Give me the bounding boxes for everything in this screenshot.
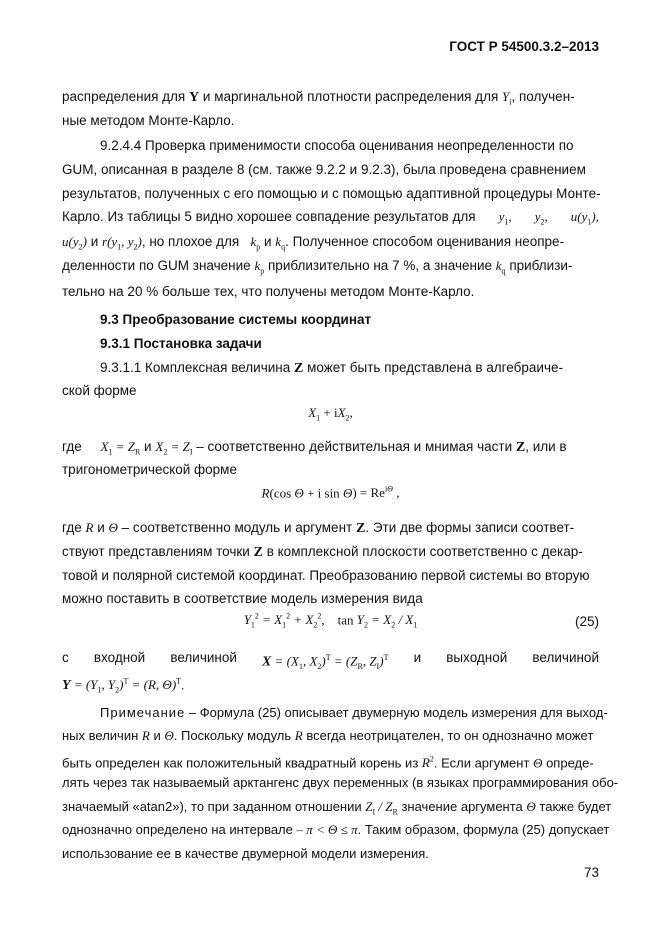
text: . Таким образом, формула (25) допускает bbox=[357, 822, 610, 837]
text-line: 9.2.4.4 Проверка применимости способа оценивания неопределенности по bbox=[100, 138, 574, 153]
text: приблизи- bbox=[509, 258, 573, 273]
text: , или в bbox=[525, 439, 567, 454]
note-line: значаемый «atan2»), то при заданном отношении $Z_I / Z_R$ значение аргумента Θ также будет bbox=[62, 799, 612, 817]
text-line: деленности по GUM значение $k_p$ приблизительно на 7 %, а значение $k_q$ приблизи- bbox=[62, 258, 573, 276]
text: и bbox=[90, 234, 99, 249]
note-label: Примечание bbox=[100, 705, 186, 720]
text: ных величин bbox=[62, 728, 139, 743]
symbol-y: Y bbox=[189, 90, 200, 105]
formula-algebraic: $X_1 + iX_2$, bbox=[308, 405, 353, 423]
text-line: ствуют представлениям точки Z в комплексной плоскости соответственно с декар- bbox=[62, 544, 583, 560]
text: и bbox=[153, 728, 161, 743]
text: ствуют представлениям точки bbox=[62, 544, 250, 559]
text-line: с входной величиной $X = (X_1$, $X_2)^T = (Z_R$, $Z_I)^T$ и выходной величиной bbox=[62, 648, 599, 677]
note-line: однозначно определено на интервале – π < Θ ≤ π. Таким образом, формула (25) допускает bbox=[62, 822, 610, 837]
text: и bbox=[144, 439, 152, 454]
text: где bbox=[62, 520, 82, 535]
text: 9.3.1.1 Комплексная величина bbox=[100, 360, 291, 375]
text: – соответственно модуль и аргумент bbox=[121, 520, 353, 535]
text-line: распределения для Y и маргинальной плотности распределения для $Y_i$, получен- bbox=[62, 89, 575, 107]
text: приблизительно на 7 %, а значение bbox=[268, 258, 492, 273]
text: может быть представлена в алгебраиче- bbox=[307, 360, 563, 375]
text-line: где $X_1 = Z_R$ и $X_2 = Z_I$ – соответственно действительная и мнимая части Z, или в bbox=[62, 439, 567, 457]
text: выходной bbox=[446, 650, 508, 665]
text-line: $u(y_2)$ и $r(y_1$, $y_2$), но плохое для $k_p$ и $k_q$. Полученное способом оценивания неопре- bbox=[62, 234, 565, 252]
equation-number: (25) bbox=[574, 614, 599, 629]
text-line: можно поставить в соответствие модель измерения вида bbox=[62, 591, 423, 606]
page-number: 73 bbox=[583, 865, 599, 880]
note-line: использование ее в качестве двумерной модели измерения. bbox=[62, 846, 429, 861]
text-line: тельно на 20 % больше тех, что получены методом Монте-Карло. bbox=[62, 284, 475, 299]
note-line: лять через так называемый арктангенс двух переменных (в языках программирования обо- bbox=[62, 775, 619, 790]
text: быть определен как положительный квадратный корень из bbox=[62, 755, 419, 771]
text: всегда неотрицателен, то он однозначно может bbox=[306, 728, 594, 743]
document-header: ГОСТ Р 54500.3.2–2013 bbox=[449, 39, 599, 54]
formula-trigonometric: R(cos Θ + i $\sin \Theta) = Re^{i\Theta}$ , bbox=[261, 485, 400, 501]
text: и bbox=[97, 520, 105, 535]
text: также будет bbox=[539, 799, 612, 814]
text: величиной bbox=[532, 650, 599, 665]
text-line: ской форме bbox=[62, 383, 137, 398]
text: Карло. Из таблицы 5 видно хорошее совпадение результатов для bbox=[62, 209, 476, 224]
text-line: Карло. Из таблицы 5 видно хорошее совпадение результатов для $y_1$, $y_2$, $u(y_1)$, bbox=[62, 207, 599, 233]
text: где bbox=[62, 439, 82, 454]
text: – соответственно действительная и мнимая части bbox=[196, 439, 513, 454]
text: величиной bbox=[170, 650, 237, 665]
note-line: быть определен как положительный квадратный корень из $R^2$. Если аргумент Θ опреде- bbox=[62, 755, 594, 771]
text: . Эти две формы записи соответ- bbox=[365, 520, 575, 535]
text: деленности по GUM значение bbox=[62, 258, 251, 273]
formula-output: $Y = (Y_1$, $Y_2)^T = (R$, Θ)$^T$. bbox=[62, 677, 185, 695]
text: входной bbox=[93, 650, 146, 665]
text: . Поскольку модуль bbox=[173, 728, 292, 743]
text: однозначно определено на интервале bbox=[62, 822, 293, 837]
text-line: GUM, описанная в разделе 8 (см. также 9.2.2 и 9.2.3), была проведена сравнением bbox=[62, 162, 586, 177]
text-line: где R и Θ – соответственно модуль и аргумент Z. Эти две формы записи соответ- bbox=[62, 520, 575, 536]
text-line: ные методом Монте-Карло. bbox=[62, 113, 235, 128]
formula-25: $Y_1^2 = X_1^2 + X_2^2$, $\tan Y_2 = X_2 / X_1$ bbox=[243, 612, 418, 630]
formula: $u(y_1)$, bbox=[570, 209, 599, 227]
note-line: ных величин R и Θ. Поскольку модуль R всегда неотрицателен, то он однозначно может bbox=[62, 728, 594, 743]
text: , но плохое для bbox=[141, 234, 240, 249]
text: опреде- bbox=[546, 755, 594, 771]
text-line: 9.3.1.1 Комплексная величина Z может быть представлена в алгебраиче- bbox=[100, 360, 563, 376]
text: с bbox=[62, 650, 69, 665]
symbol-yi: Y bbox=[502, 89, 510, 104]
text: – Формула (25) описывает двумерную модель измерения для выход- bbox=[188, 705, 608, 720]
text: распределения для bbox=[62, 89, 186, 104]
text: и маргинальной плотности распределения для bbox=[202, 89, 499, 104]
text: значение аргумента bbox=[401, 799, 523, 814]
text: . Полученное способом оценивания неопре- bbox=[285, 234, 565, 249]
text-line: товой и полярной системой координат. Преобразованию первой системы во вторую bbox=[62, 568, 590, 583]
text: значаемый «atan2»), то при заданном отношении bbox=[62, 799, 362, 814]
section-heading: 9.3 Преобразование системы координат bbox=[100, 312, 372, 327]
note-line bbox=[100, 703, 608, 723]
text: и bbox=[413, 650, 422, 665]
text: , получен- bbox=[511, 89, 575, 104]
subsection-heading: 9.3.1 Постановка задачи bbox=[100, 336, 262, 351]
text: . Если аргумент bbox=[433, 755, 530, 771]
text-line: результатов, полученных с его помощью и с помощью адаптивной процедуры Монте- bbox=[62, 186, 601, 201]
text-line: тригонометрической форме bbox=[62, 462, 237, 477]
text: в комплексной плоскости соответственно с декар- bbox=[266, 544, 583, 559]
text: и bbox=[263, 234, 272, 249]
